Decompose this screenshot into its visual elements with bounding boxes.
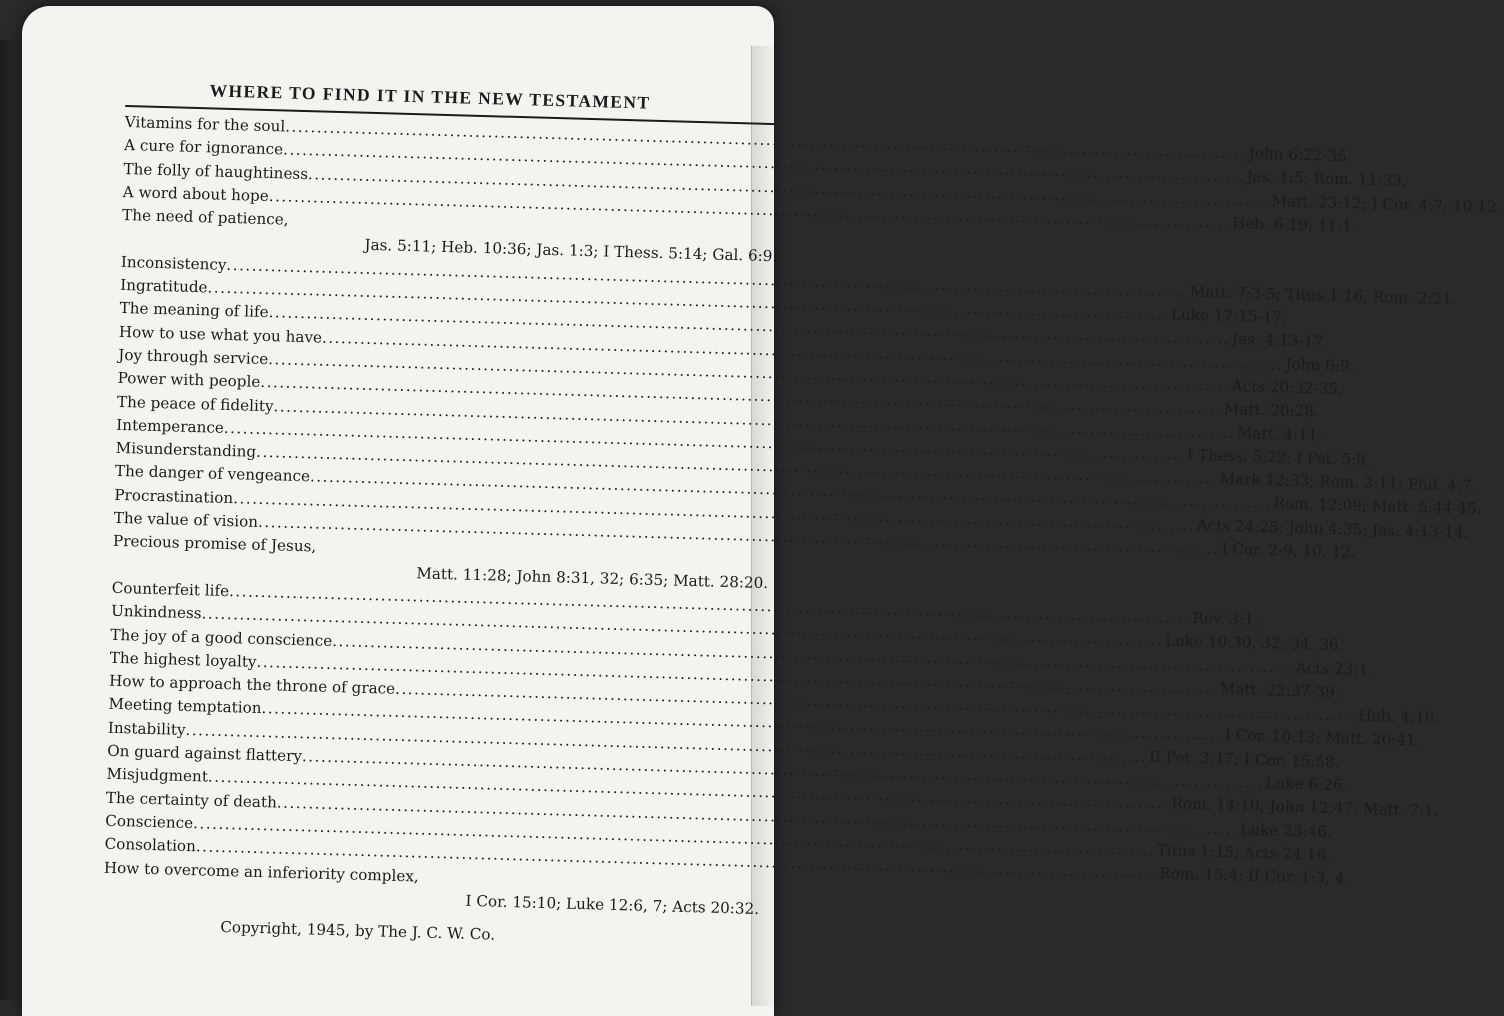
entry-reference: Matt. 11:28; John 8:31, 32; 6:35; Matt. 28:20. xyxy=(416,563,769,592)
entry-reference: Rev. 3:1. xyxy=(1192,608,1259,629)
entry-reference: Matt. 7:3-5; Titus 1:16; Rom. 2:21. xyxy=(1189,282,1457,309)
entry-reference: Titus 1:15; Acts 24:16. xyxy=(1156,840,1332,864)
entry-reference: Rom. 15:4; II Cor. 1:3, 4. xyxy=(1159,864,1350,888)
entry-topic: Misunderstanding xyxy=(115,439,257,461)
entry-reference: Luke 6:26. xyxy=(1265,774,1348,795)
entry-reference: Luke 10:30, 32, 34, 36. xyxy=(1164,631,1344,655)
entry-reference: Heb. 6:19; 11:1. xyxy=(1231,213,1358,236)
entry-topic: Instability xyxy=(107,718,186,739)
entry-reference: Matt. 23:12; I Cor. 4:7; 10:12. xyxy=(1271,191,1502,217)
entry-topic: A cure for ignorance xyxy=(123,136,284,159)
entry-topic: The need of patience, xyxy=(121,206,289,229)
entry-topic: Inconsistency xyxy=(120,252,227,274)
entry-reference: Matt. 20:28. xyxy=(1223,400,1320,421)
entry-topic: Conscience xyxy=(105,811,194,833)
entry-topic: Ingratitude xyxy=(119,276,208,297)
entry-reference: Rom. 12:09; Matt. 5:44-45. xyxy=(1273,494,1482,519)
entry-topic: How to overcome an inferiority complex, xyxy=(103,858,420,885)
entry-reference: I Cor. 2-9, 10, 12. xyxy=(1221,539,1356,562)
entry-reference: Heb. 4:16. xyxy=(1358,706,1440,728)
entry-topic: Consolation xyxy=(104,834,197,856)
entry-reference: Acts 23:1. xyxy=(1295,658,1374,679)
entry-topic: The peace of fidelity xyxy=(116,392,274,415)
entry-reference: I Cor. 10:13; Matt. 26:41. xyxy=(1224,726,1421,750)
entry-reference: Luke 23:46. xyxy=(1240,820,1333,841)
entry-reference: Jas. 1:5; Rom. 11:33. xyxy=(1246,167,1408,191)
entry-topic: The danger of vengeance xyxy=(114,462,311,486)
entry-topic: How to use what you have xyxy=(118,322,323,347)
entry-reference: II Pet. 3:17; I Cor. 15:58. xyxy=(1148,747,1340,771)
entry-reference: Matt. 22:37-39. xyxy=(1219,679,1340,701)
entry-reference: John 6:9. xyxy=(1285,355,1355,376)
entry-topic: Intemperance xyxy=(116,415,225,437)
entry-reference: Luke 17:15-17. xyxy=(1170,305,1288,327)
entry-reference: Matt. 4:11. xyxy=(1236,423,1323,445)
entry-reference: Mark 12:33; Rom. 3:11; Phil. 4:7. xyxy=(1219,469,1477,496)
entry-topic: Misjudgment xyxy=(106,765,209,786)
entry-topic: The value of vision xyxy=(113,508,259,531)
entry-topic: The folly of haughtiness xyxy=(123,159,309,183)
entry-topic: Joy through service xyxy=(118,345,269,369)
entry-reference: Jas. 4:13-17. xyxy=(1231,330,1329,352)
entry-topic: Counterfeit life xyxy=(111,578,230,601)
entry-topic: Vitamins for the soul xyxy=(124,112,286,136)
page-heading: WHERE TO FIND IT IN THE NEW TESTAMENT xyxy=(209,80,651,113)
entry-reference: Acts 20:32-35. xyxy=(1231,376,1344,399)
entry-topic: Power with people xyxy=(117,369,261,392)
entry-reference: Jas. 5:11; Heb. 10:36; Jas. 1:3; I Thess. 5:14; Gal. 6:9. xyxy=(364,236,778,266)
entry-topic: Unkindness xyxy=(110,602,202,623)
entry-topic: The joy of a good conscience xyxy=(110,625,333,650)
entry-reference: I Cor. 15:10; Luke 12:6, 7; Acts 20:32. xyxy=(465,891,760,918)
page-text xyxy=(102,78,1502,951)
entry-topic: The certainty of death xyxy=(105,788,278,812)
entry-reference: John 6:22-35. xyxy=(1248,144,1352,166)
entry-topic: The highest loyalty xyxy=(109,648,257,671)
entry-reference: I Thess. 5:22; I Pet. 5:8. xyxy=(1187,445,1371,469)
entry-topic: Procrastination xyxy=(114,485,234,507)
book-page xyxy=(22,6,1502,1016)
entry-topic: The meaning of life xyxy=(119,299,269,322)
entry-topic: On guard against flattery xyxy=(106,741,303,766)
entry-topic: A word about hope xyxy=(122,182,270,205)
entry-reference: Rom. 14:10; John 12:47; Matt. 7:1. xyxy=(1171,794,1439,821)
copyright-line: Copyright, 1945, by The J. C. W. Co. xyxy=(220,918,496,944)
entry-topic: How to approach the throne of grace xyxy=(108,671,396,698)
entry-topic: Precious promise of Jesus, xyxy=(112,532,317,556)
entry-reference: Acts 24:25; John 4:35; Jas. 4:13-14. xyxy=(1196,515,1469,542)
topic-list xyxy=(103,111,1502,921)
entry-topic: Meeting temptation xyxy=(108,695,262,718)
